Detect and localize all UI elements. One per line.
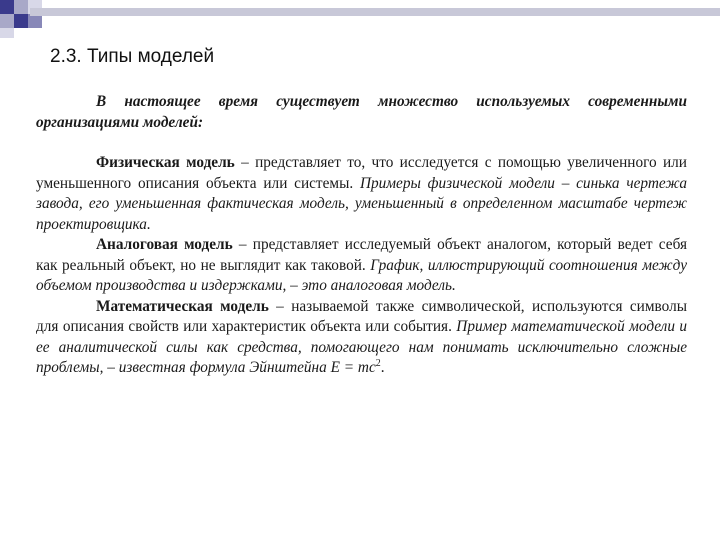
- math-model-superscript: 2: [375, 357, 381, 369]
- deco-square: [0, 0, 14, 14]
- analog-model-definition: – представляет исследуемый объект аналогом, который ведет себя как реальный объект, но не выглядит как таковой.: [36, 236, 688, 274]
- math-model-end: .: [380, 359, 385, 376]
- math-model-paragraph: [36, 297, 687, 379]
- intro-paragraph: В настоящее время существует множество используемых современными организациями моделей:: [36, 93, 687, 131]
- math-model-term: Математическая модель: [96, 297, 269, 315]
- physical-model-example: Примеры физической модели – синька чертежа завода, его уменьшенная фактическая модель, уменьшенный в определенном масштабе чертеж проектировщика.: [36, 174, 687, 233]
- math-model-definition: – называемой также символической, используются символы для описания свойств или характеристик объекта или события.: [36, 297, 687, 335]
- deco-square: [28, 14, 42, 28]
- deco-square: [14, 0, 28, 14]
- physical-model-paragraph: [36, 153, 687, 235]
- decorative-header-squares: [0, 0, 720, 40]
- analog-model-term: Аналоговая модель: [96, 236, 233, 253]
- slide-body: [36, 92, 687, 379]
- deco-square: [0, 28, 14, 38]
- slide-title: 2.3. Типы моделей: [50, 46, 215, 67]
- deco-bar: [30, 8, 720, 16]
- math-model-example: Пример математической модели и ее аналитической силы как средства, помогающего нам понимать исключительно сложные проблемы, – известная формула Эйнштейна E = mc: [36, 318, 687, 376]
- physical-model-term: Физическая модель: [96, 154, 235, 171]
- analog-model-paragraph: [36, 235, 687, 297]
- analog-model-example: График, иллюстрирующий соотношения между объемом производства и издержками, – это аналоговая модель.: [36, 256, 687, 294]
- deco-square: [0, 14, 14, 28]
- deco-square: [14, 14, 28, 28]
- physical-model-definition: – представляет то, что исследуется с помощью увеличенного или уменьшенного описания объекта или системы.: [36, 154, 687, 192]
